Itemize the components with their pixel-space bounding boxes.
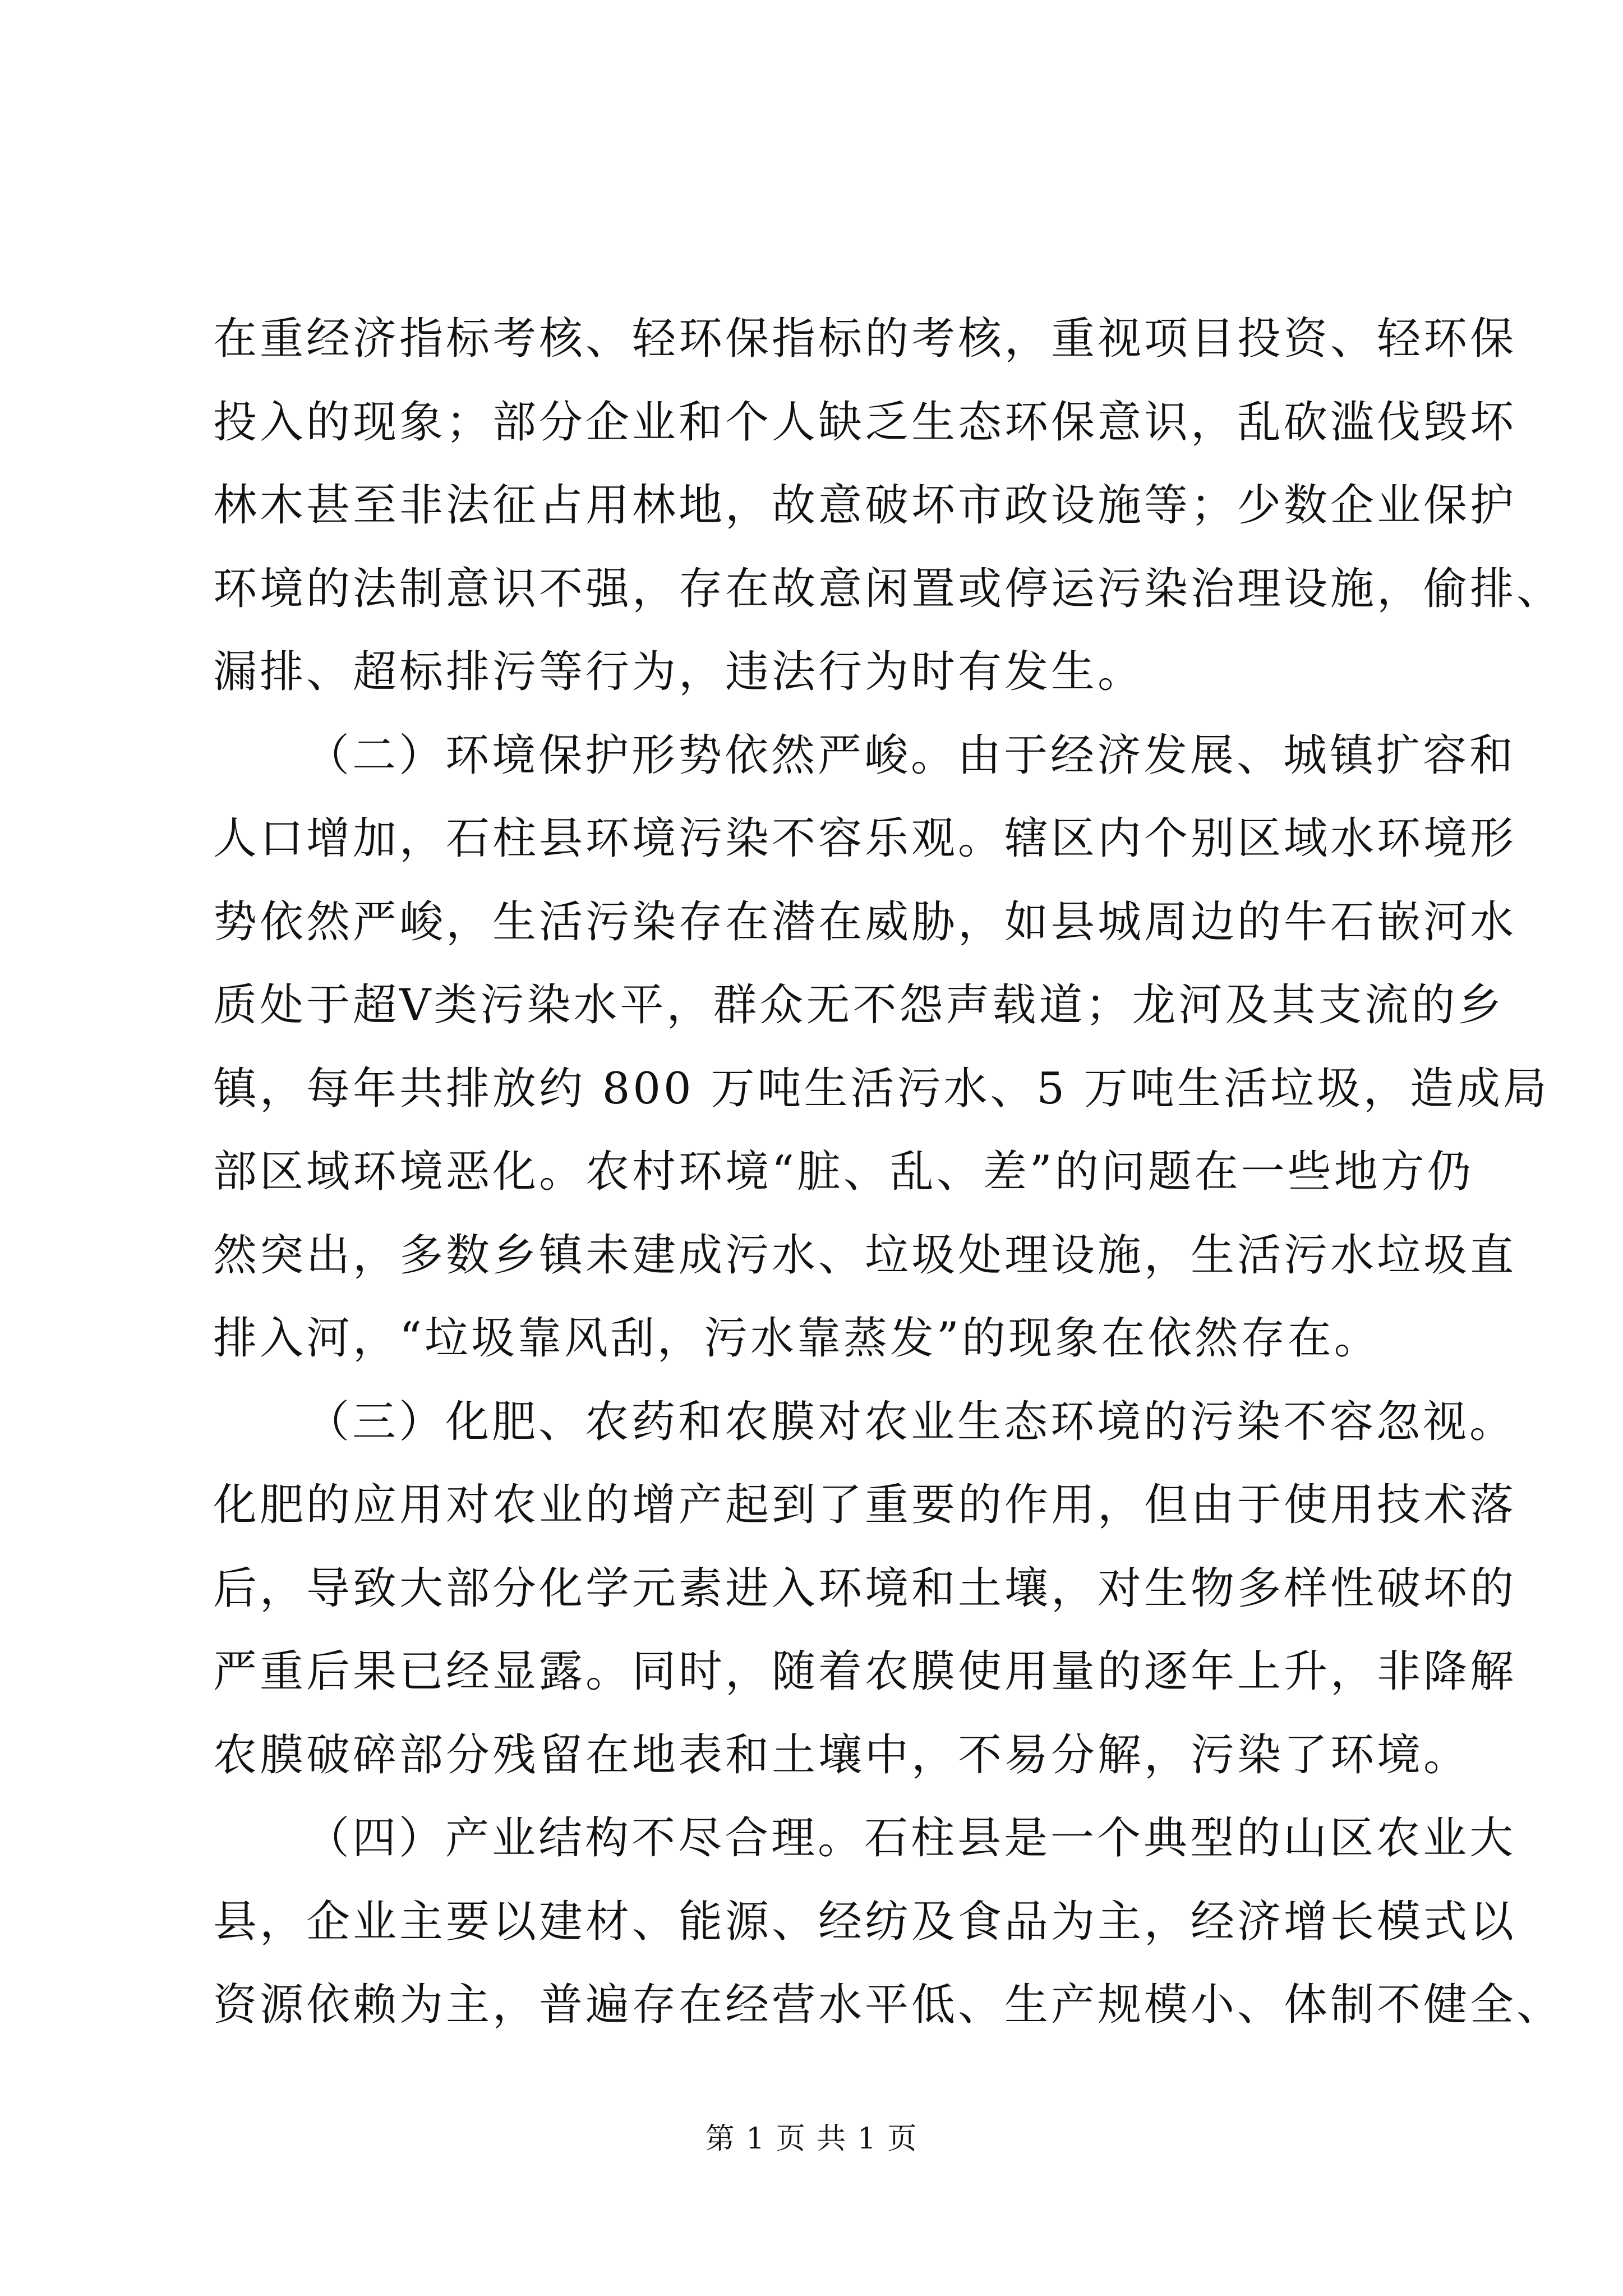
- text-line: 在重经济指标考核、轻环保指标的考核，重视项目投资、轻环保: [213, 314, 1517, 364]
- text-line: （二）环境保护形势依然严峻。由于经济发展、城镇扩容和: [306, 730, 1516, 781]
- text-line: 部区域环境恶化。农村环境“脏、乱、差”的问题在一些地方仍: [213, 1147, 1474, 1197]
- text-line: 化肥的应用对农业的增产起到了重要的作用，但由于使用技术落: [213, 1480, 1517, 1530]
- paragraph-3: [213, 1381, 1517, 1797]
- text-line: 镇，每年共排放约 800 万吨生活污水、5 万吨生活垃圾，造成局: [213, 1063, 1550, 1114]
- text-line: （四）产业结构不尽合理。石柱县是一个典型的山区农业大: [306, 1813, 1516, 1864]
- paragraph-4: [213, 1797, 1564, 2047]
- paragraph-1: [213, 297, 1564, 714]
- paragraph-2: [213, 714, 1550, 1381]
- page-footer: 第 1 页 共 1 页: [705, 2122, 918, 2156]
- text-line: 排入河，“垃圾靠风刮，污水靠蒸发”的现象在依然存在。: [213, 1313, 1381, 1364]
- document-body: [213, 297, 1564, 2047]
- text-line: 严重后果已经显露。同时，随着农膜使用量的逐年上升，非降解: [213, 1646, 1517, 1697]
- text-line: 然突出，多数乡镇未建成污水、垃圾处理设施，生活污水垃圾直: [213, 1230, 1517, 1281]
- text-line: 质处于超Ⅴ类污染水平，群众无不怨声载道；龙河及其支流的乡: [213, 980, 1505, 1030]
- text-line: 势依然严峻，生活污染存在潜在威胁，如县城周边的牛石嵌河水: [213, 896, 1517, 947]
- text-line: 农膜破碎部分残留在地表和土壤中，不易分解，污染了环境。: [213, 1729, 1470, 1780]
- text-line: 漏排、超标排污等行为，违法行为时有发生。: [213, 647, 1145, 697]
- text-line: 后，导致大部分化学元素进入环境和土壤，对生物多样性破坏的: [213, 1563, 1517, 1614]
- text-line: （三）化肥、农药和农膜对农业生态环境的污染不容忽视。: [306, 1396, 1516, 1447]
- text-line: 人口增加，石柱县环境污染不容乐观。辖区内个别区域水环境形: [213, 813, 1517, 864]
- text-line: 环境的法制意识不强，存在故意闲置或停运污染治理设施，偷排、: [213, 563, 1564, 614]
- text-line: 资源依赖为主，普遍存在经营水平低、生产规模小、体制不健全、: [213, 1980, 1564, 2030]
- text-line: 林木甚至非法征占用林地，故意破坏市政设施等；少数企业保护: [213, 480, 1517, 531]
- text-line: 投入的现象；部分企业和个人缺乏生态环保意识，乱砍滥伐毁坏: [213, 397, 1517, 448]
- text-line: 县，企业主要以建材、能源、经纺及食品为主，经济增长模式以: [213, 1896, 1517, 1947]
